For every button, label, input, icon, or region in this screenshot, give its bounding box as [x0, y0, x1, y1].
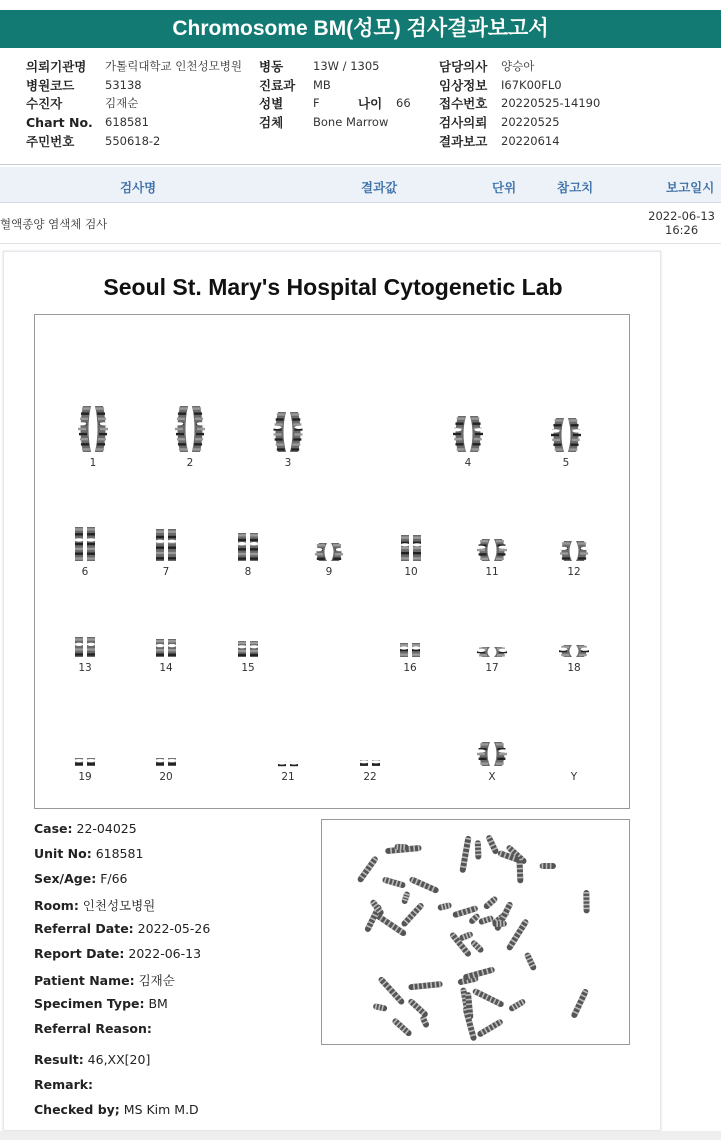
report-datetime [648, 209, 715, 237]
chromosome-label: 15 [241, 662, 255, 674]
chromosome-label: 20 [159, 771, 173, 783]
report-field [34, 871, 128, 886]
report-field [34, 846, 143, 861]
info-label: 성별 [259, 96, 284, 112]
info-value: Bone Marrow [313, 115, 389, 130]
report-field [34, 896, 155, 914]
chromosome-label: 4 [464, 457, 472, 469]
col-result: 결과값 [361, 180, 398, 195]
results-table-header [0, 167, 721, 203]
report-field [34, 946, 201, 961]
info-label: 임상정보 [439, 77, 488, 93]
info-column-2 [259, 57, 411, 131]
report-field-value: 인천성모병원 [78, 898, 156, 913]
test-name: 혈액종양 염색체 검사 [0, 217, 108, 231]
report-time: 16:26 [665, 223, 699, 237]
age-label: 나이 [358, 96, 383, 112]
report-field-label: Referral Date: [34, 921, 134, 936]
info-value: 20220614 [501, 133, 560, 148]
report-field-label: Referral Reason: [34, 1021, 152, 1036]
report-field-value: MS Kim M.D [119, 1102, 199, 1117]
metaphase-spread-image [322, 820, 631, 1046]
info-value: 김재순 [105, 96, 139, 111]
report-field [34, 1102, 199, 1117]
chromosome-label: 17 [485, 662, 499, 674]
chromosome-label: 3 [284, 457, 292, 469]
info-value: 20220525-14190 [501, 96, 601, 111]
info-value: MB [313, 77, 331, 92]
info-label: 주민번호 [26, 133, 75, 149]
report-field [34, 1077, 93, 1092]
report-field-value: 618581 [91, 846, 144, 861]
info-value: 53138 [105, 77, 142, 92]
chromosome-label: 19 [78, 771, 92, 783]
report-field-value: 22-04025 [72, 821, 137, 836]
report-field-value: 46,XX[20] [83, 1052, 151, 1067]
info-label: 결과보고 [439, 133, 488, 149]
report-field [34, 1052, 150, 1067]
chromosome-label: 9 [325, 566, 333, 578]
chromosome-label: 22 [363, 771, 377, 783]
divider [0, 164, 721, 165]
chromosome-label: 13 [78, 662, 92, 674]
info-label: 수진자 [26, 96, 63, 112]
chromosome-label: 21 [281, 771, 295, 783]
report-field-label: Patient Name: [34, 973, 135, 988]
metaphase-spread-panel [321, 819, 630, 1045]
chromosome-label: 6 [81, 566, 89, 578]
report-field-value: 2022-05-26 [133, 921, 211, 936]
chromosome-label: 7 [162, 566, 170, 578]
info-label: 의뢰기관명 [26, 59, 87, 75]
col-report-date: 보고일시 [666, 180, 715, 195]
info-value: 13W / 1305 [313, 59, 380, 74]
info-label: 검사의뢰 [439, 115, 488, 131]
info-value: 618581 [105, 115, 149, 130]
chromosome-label: 18 [567, 662, 581, 674]
info-label: 병동 [259, 59, 284, 75]
chromosome-label: 2 [186, 457, 194, 469]
report-field-label: Unit No: [34, 846, 92, 861]
report-field-label: Case: [34, 821, 73, 836]
chromosome-label: 10 [404, 566, 418, 578]
report-date: 2022-06-13 [648, 209, 715, 223]
bottom-strip [0, 1131, 721, 1140]
karyogram-image [35, 315, 631, 810]
report-field [34, 1021, 152, 1036]
info-label: 접수번호 [439, 96, 488, 112]
info-label: Chart No. [26, 114, 93, 130]
report-field-label: Report Date: [34, 946, 125, 961]
chromosome-label: 16 [403, 662, 417, 674]
info-label: 병원코드 [26, 77, 75, 93]
report-field [34, 921, 210, 936]
report-field-label: Specimen Type: [34, 996, 145, 1011]
report-field-label: Checked by; [34, 1102, 120, 1117]
col-test-name: 검사명 [120, 180, 157, 195]
report-field [34, 971, 175, 989]
report-field-value: BM [144, 996, 168, 1011]
info-value: I67K00FL0 [501, 77, 562, 92]
karyogram-panel [34, 314, 630, 809]
info-column-3 [439, 57, 600, 150]
info-label: 진료과 [259, 77, 296, 93]
info-value: 가톨릭대학교 인천성모병원 [105, 59, 242, 74]
report-field-value: 김재순 [134, 973, 175, 988]
lab-title: Seoul St. Mary's Hospital Cytogenetic Lab [103, 274, 563, 300]
info-label: 검체 [259, 115, 284, 131]
report-field-value: F/66 [96, 871, 128, 886]
info-label: 담당의사 [439, 59, 488, 75]
chromosome-label: 1 [89, 457, 97, 469]
report-field-label: Result: [34, 1052, 84, 1067]
report-field [34, 821, 137, 836]
info-value: F [313, 96, 320, 111]
info-column-1 [26, 57, 242, 150]
report-field-label: Sex/Age: [34, 871, 97, 886]
chromosome-label: 5 [562, 457, 570, 469]
chromosome-label: 12 [567, 566, 581, 578]
report-field-label: Remark: [34, 1077, 94, 1092]
col-unit: 단위 [492, 180, 517, 195]
col-reference: 참고치 [557, 180, 594, 195]
chromosome-label: X [488, 771, 496, 783]
info-value: 550618-2 [105, 133, 161, 148]
info-value: 20220525 [501, 115, 560, 130]
chromosome-label: 14 [159, 662, 173, 674]
info-value: 양승아 [501, 59, 535, 74]
chromosome-label: 8 [244, 566, 252, 578]
table-row[interactable] [0, 204, 721, 244]
chromosome-label: 11 [485, 566, 499, 578]
report-field-label: Room: [34, 898, 79, 913]
report-field-value: 2022-06-13 [124, 946, 202, 961]
chromosome-label: Y [570, 771, 578, 783]
report-title: Chromosome BM(성모) 검사결과보고서 [0, 10, 721, 48]
age-value: 66 [396, 96, 411, 111]
karyotype-report [3, 251, 661, 1131]
report-field [34, 996, 168, 1011]
